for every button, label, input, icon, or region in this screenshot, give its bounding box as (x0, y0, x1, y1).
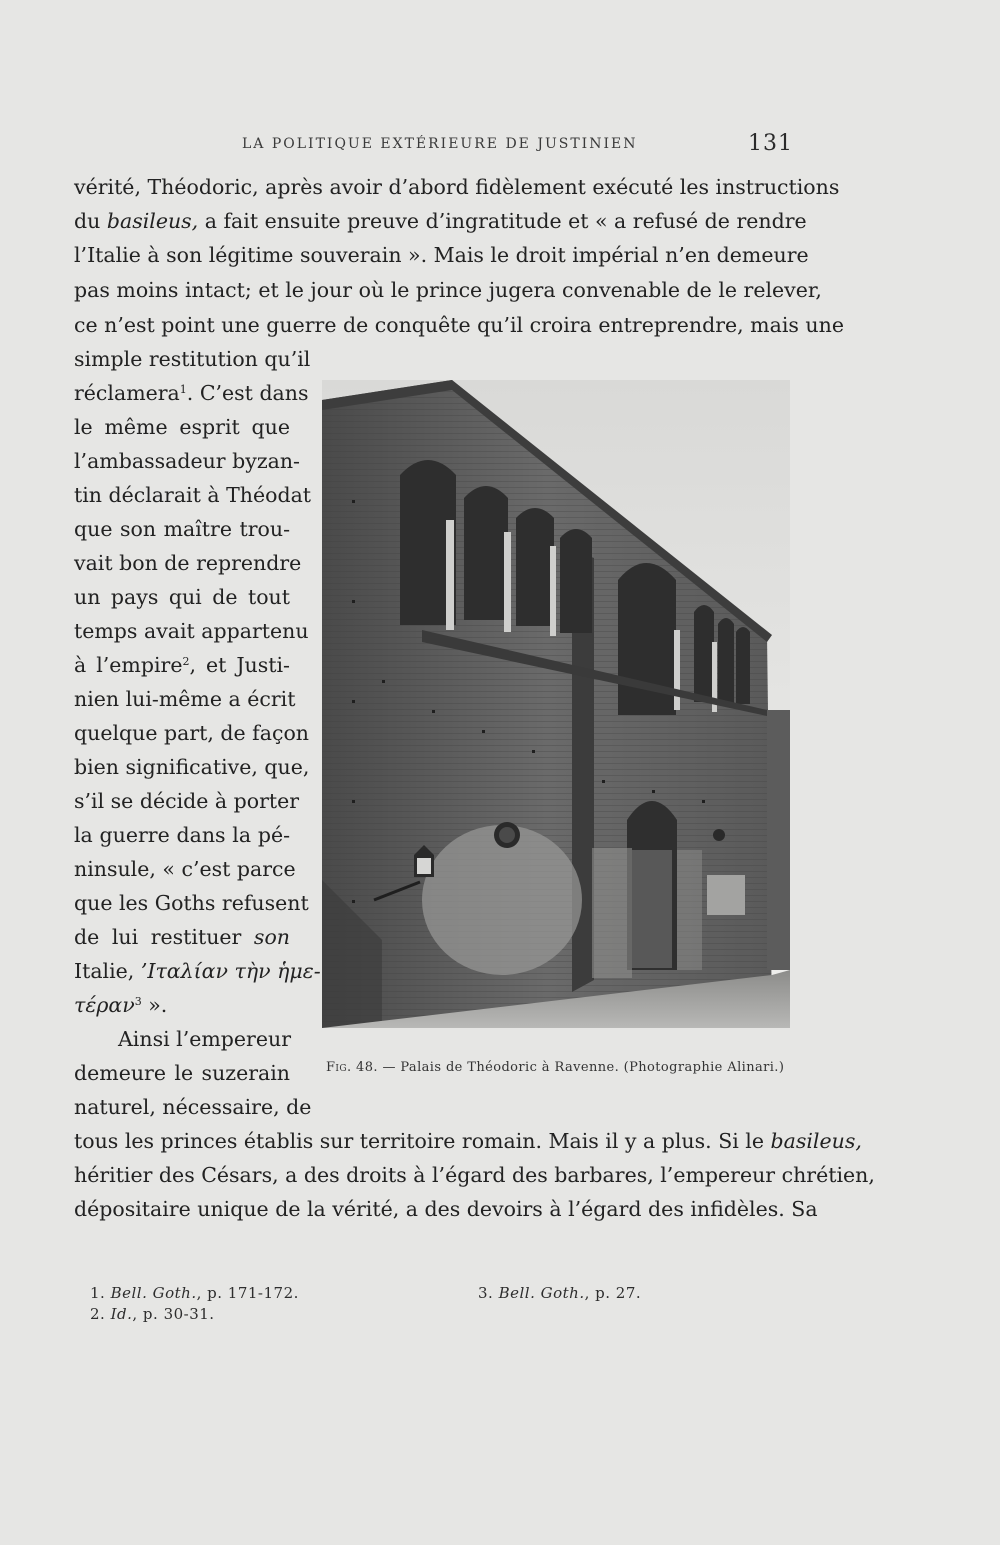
footnote-2: 2. Id., p. 30-31. (90, 1305, 215, 1323)
text-line: héritier des Césars, a des droits à l’égard des barbares, l’empereur chrétien, (74, 1163, 875, 1187)
text-line: à l’empire$^2$, et Justi- (74, 653, 290, 677)
text-line: Italie, ’Ιταλίαν τὴν ἡμε- (74, 959, 321, 983)
footnote-1: 1. Bell. Goth., p. 171-172. (90, 1284, 299, 1302)
text-line: pas moins intact; et le jour où le prince jugera convenable de le relever, (74, 278, 822, 302)
figure-caption: Fig. 48. — Palais de Théodoric à Ravenne. (Photographie Alinari.) (326, 1060, 785, 1075)
text-line: s’il se décide à porter (74, 789, 300, 813)
text-line: simple restitution qu’il (74, 347, 311, 371)
text-line: que son maître trou- (74, 517, 290, 541)
text-line: tin déclarait à Théodat (74, 483, 312, 507)
text-line: ce n’est point une guerre de conquête qu’il croira entreprendre, mais une (74, 313, 844, 337)
text-line: temps avait appartenu (74, 619, 309, 643)
text-line: un pays qui de tout (74, 585, 290, 609)
page-number: 131 (748, 131, 793, 156)
footnote-3: 3. Bell. Goth., p. 27. (478, 1284, 642, 1302)
text-line: vait bon de reprendre (74, 551, 302, 575)
figure-label: Fig. 48. (326, 1060, 378, 1075)
footnote-ref[interactable]: 1 (179, 383, 187, 396)
running-title: LA POLITIQUE EXTÉRIEURE DE JUSTINIEN (242, 136, 638, 152)
text-line: réclamera$^1$. C’est dans (74, 381, 309, 405)
text-line: nien lui-même a écrit (74, 687, 296, 711)
palace-photograph (322, 380, 790, 1028)
text-line: Ainsi l’empereur (118, 1027, 291, 1051)
text-line: ninsule, « c’est parce (74, 857, 296, 881)
footnote-ref[interactable]: 2 (182, 655, 190, 668)
text-line: quelque part, de façon (74, 721, 310, 745)
text-line: tous les princes établis sur territoire romain. Mais il y a plus. Si le basileus, (74, 1129, 862, 1153)
text-line: le même esprit que (74, 415, 290, 439)
text-line: l’ambassadeur byzan- (74, 449, 300, 473)
greek-quote: ’Ιταλίαν τὴν ἡμε- (140, 959, 321, 983)
text-line: l’Italie à son légitime souverain ». Mais le droit impérial n’en demeure (74, 243, 809, 267)
text-line: dépositaire unique de la vérité, a des devoirs à l’égard des infidèles. Sa (74, 1197, 818, 1221)
text-line: que les Goths refusent (74, 891, 309, 915)
footnote-ref[interactable]: 3 (134, 995, 142, 1008)
text-line: demeure le suzerain (74, 1061, 290, 1085)
text-line: τέραν$^3$ ». (74, 993, 168, 1017)
text-line: vérité, Théodoric, après avoir d’abord fidèlement exécuté les instructions (74, 175, 840, 199)
text-line: naturel, nécessaire, de (74, 1095, 312, 1119)
text-line: la guerre dans la pé- (74, 823, 290, 847)
text-line: bien significative, que, (74, 755, 310, 779)
text-line: de lui restituer son (74, 925, 290, 949)
text-line: du basileus, a fait ensuite preuve d’ingratitude et « a refusé de rendre (74, 209, 807, 233)
